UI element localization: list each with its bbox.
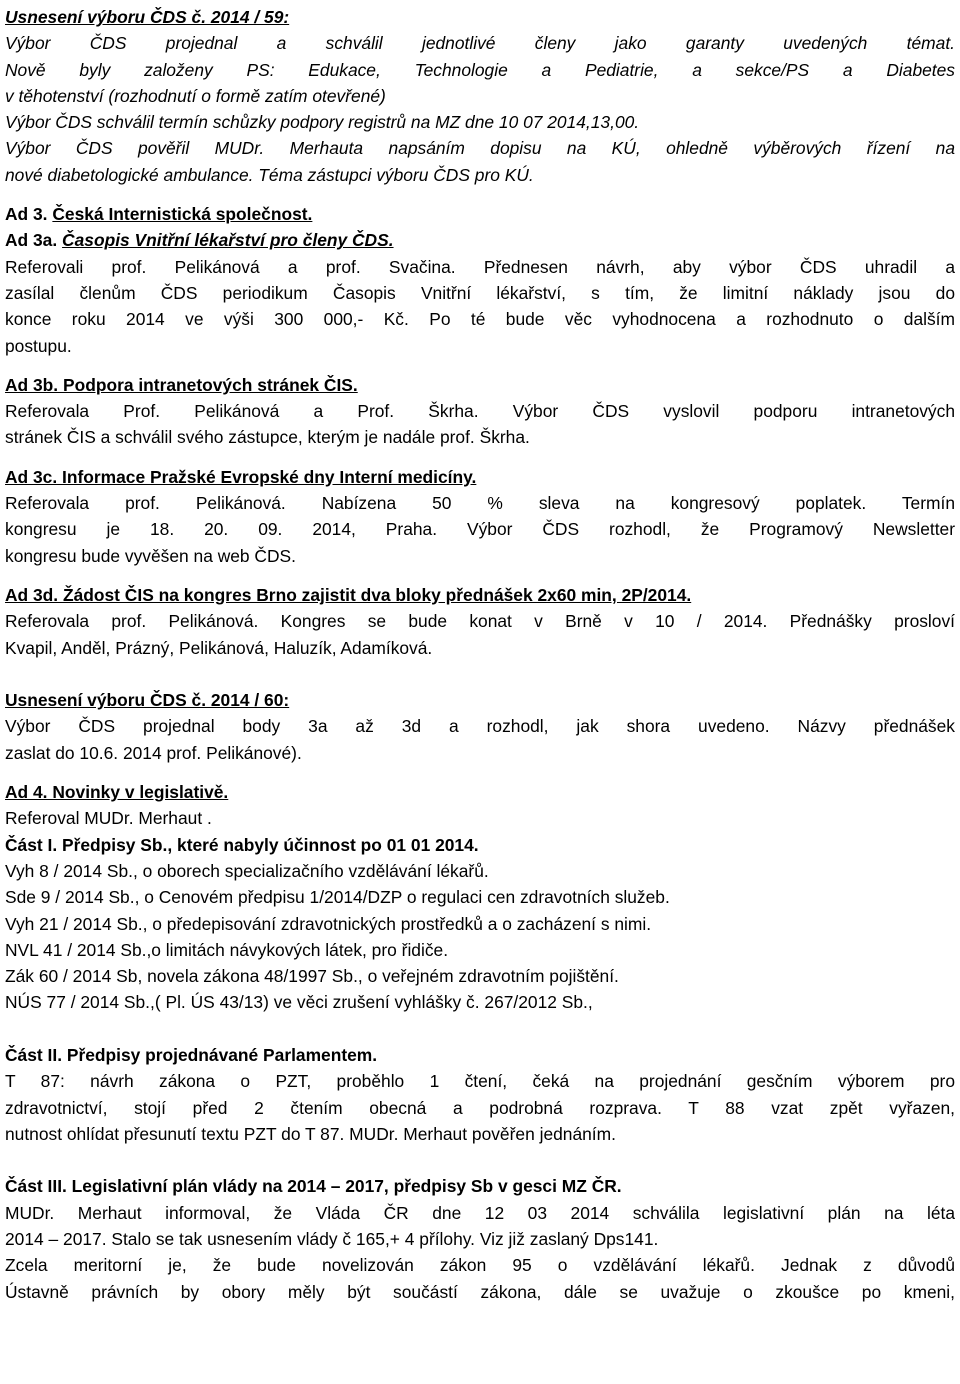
regulation-item: Sde 9 / 2014 Sb., o Cenovém předpisu 1/2014/DZP o regulaci cen zdravotních služeb. — [5, 887, 670, 908]
ad3a-line: Referovali prof. Pelikánová a prof. Svačina. Přednesen návrh, aby výbor ČDS uhradil a — [5, 256, 955, 277]
resolution-60-heading: Usnesení výboru ČDS č. 2014 / 60: — [5, 690, 290, 711]
resolution-59-line: Výbor ČDS pověřil MUDr. Merhauta napsáním dopisu na KÚ, ohledně výběrových řízení na — [5, 138, 955, 159]
ad4-part2-line: T 87: návrh zákona o PZT, proběhlo 1 čtení, čeká na projednání gesčním výborem pro — [5, 1071, 955, 1092]
ad3b-line: stránek ČIS a schválil svého zástupce, kterým je nadále prof. Škrha. — [5, 427, 530, 448]
ad3a-line: zasílal členům ČDS periodikum Časopis Vnitřní lékařství, s tím, že limitní náklady jsou do — [5, 282, 955, 303]
ad3c-heading: Ad 3c. Informace Pražské Evropské dny Interní medicíny. — [5, 466, 477, 487]
ad3a-title: Časopis Vnitřní lékařství pro členy ČDS. — [62, 230, 394, 251]
ad4-reporter: Referoval MUDr. Merhaut . — [5, 808, 212, 829]
ad3b-line: Referovala Prof. Pelikánová a Prof. Škrha. Výbor ČDS vyslovil podporu intranetových — [5, 401, 955, 422]
regulation-item: Vyh 21 / 2014 Sb., o předepisování zdravotnických prostředků a o zacházení s nimi. — [5, 913, 652, 934]
ad4-heading: Ad 4. Novinky v legislativě. — [5, 782, 229, 803]
resolution-59-line: v těhotenství (rozhodnutí o formě zatím otevřené) — [5, 85, 386, 106]
resolution-60-line: zaslat do 10.6. 2014 prof. Pelikánové). — [5, 742, 302, 763]
resolution-59-line: nové diabetologické ambulance. Téma zástupci výboru ČDS pro KÚ. — [5, 164, 534, 185]
ad4-part2-line: nutnost ohlídat přesunutí textu PZT do T 87. MUDr. Merhaut pověřen jednáním. — [5, 1123, 616, 1144]
ad3b-heading: Ad 3b. Podpora intranetových stránek ČIS. — [5, 374, 358, 395]
ad3a-number: Ad 3a. — [5, 230, 58, 251]
ad3a-line: konce roku 2014 ve výši 300 000,- Kč. Po té bude věc vyhodnocena a rozhodnuto o dalším — [5, 309, 955, 330]
regulation-item: NÚS 77 / 2014 Sb.,( Pl. ÚS 43/13) ve věci zrušení vyhlášky č. 267/2012 Sb., — [5, 992, 593, 1013]
ad3d-line: Kvapil, Anděl, Prázný, Pelikánová, Haluzík, Adamíková. — [5, 637, 433, 658]
ad3c-line: kongresu je 18. 20. 09. 2014, Praha. Výbor ČDS rozhodl, že Programový Newsletter — [5, 519, 955, 540]
ad3-number: Ad 3. — [5, 204, 48, 225]
ad4-part3-line: Ústavně právních by obory měly být součástí zákona, dále se uvažuje o zkoušce po kmeni, — [5, 1281, 955, 1302]
regulation-item: Vyh 8 / 2014 Sb., o oborech specializačního vzdělávání lékařů. — [5, 860, 489, 881]
ad3a-line: postupu. — [5, 335, 72, 356]
ad3d-heading: Ad 3d. Žádost ČIS na kongres Brno zajistit dva bloky přednášek 2x60 min, 2P/2014. — [5, 584, 692, 605]
ad4-part3-line: MUDr. Merhaut informoval, že Vláda ČR dne 12 03 2014 schválila legislativní plán na léta — [5, 1202, 955, 1223]
regulation-item: Zák 60 / 2014 Sb, novela zákona 48/1997 Sb., o veřejném zdravotním pojištění. — [5, 966, 619, 987]
ad3c-line: Referovala prof. Pelikánová. Nabízena 50 % sleva na kongresový poplatek. Termín — [5, 493, 955, 514]
ad4-part3-heading: Část III. Legislativní plán vlády na 2014 – 2017, předpisy Sb v gesci MZ ČR. — [5, 1176, 622, 1197]
resolution-60-line: Výbor ČDS projednal body 3a až 3d a rozhodl, jak shora uvedeno. Názvy přednášek — [5, 716, 955, 737]
ad4-part3-line: 2014 – 2017. Stalo se tak usnesením vlády č 165,+ 4 přílohy. Viz již zaslaný Dps141. — [5, 1229, 659, 1250]
ad3d-line: Referovala prof. Pelikánová. Kongres se bude konat v Brně v 10 / 2014. Přednášky prosloví — [5, 611, 955, 632]
ad3-heading — [5, 201, 955, 227]
ad3c-line: kongresu bude vyvěšen na web ČDS. — [5, 545, 296, 566]
ad4-part3-line: Zcela meritorní je, že bude novelizován zákon 95 o vzdělávání lékařů. Jednak z důvodů — [5, 1255, 955, 1276]
resolution-59-line: Výbor ČDS projednal a schválil jednotlivé členy jako garanty uvedených témat. — [5, 33, 955, 54]
regulation-item: NVL 41 / 2014 Sb.,o limitách návykových látek, pro řidiče. — [5, 939, 449, 960]
ad4-part2-line: zdravotnictví, stojí před 2 čtením obecná a podrobná rozprava. T 88 vzat zpět vyřazen, — [5, 1097, 955, 1118]
resolution-59-line: Výbor ČDS schválil termín schůzky podpory registrů na MZ dne 10 07 2014,13,00. — [5, 112, 640, 133]
ad3-title: Česká Internistická společnost. — [52, 204, 313, 225]
ad4-part1-heading: Část I. Předpisy Sb., které nabyly účinnost po 01 01 2014. — [5, 834, 479, 855]
resolution-59-line: Nově byly založeny PS: Edukace, Technologie a Pediatrie, a sekce/PS a Diabetes — [5, 59, 955, 80]
resolution-59-heading: Usnesení výboru ČDS č. 2014 / 59: — [5, 7, 290, 27]
ad4-part2-heading: Část II. Předpisy projednávané Parlamentem. — [5, 1044, 378, 1065]
ad3a-heading — [5, 227, 955, 253]
